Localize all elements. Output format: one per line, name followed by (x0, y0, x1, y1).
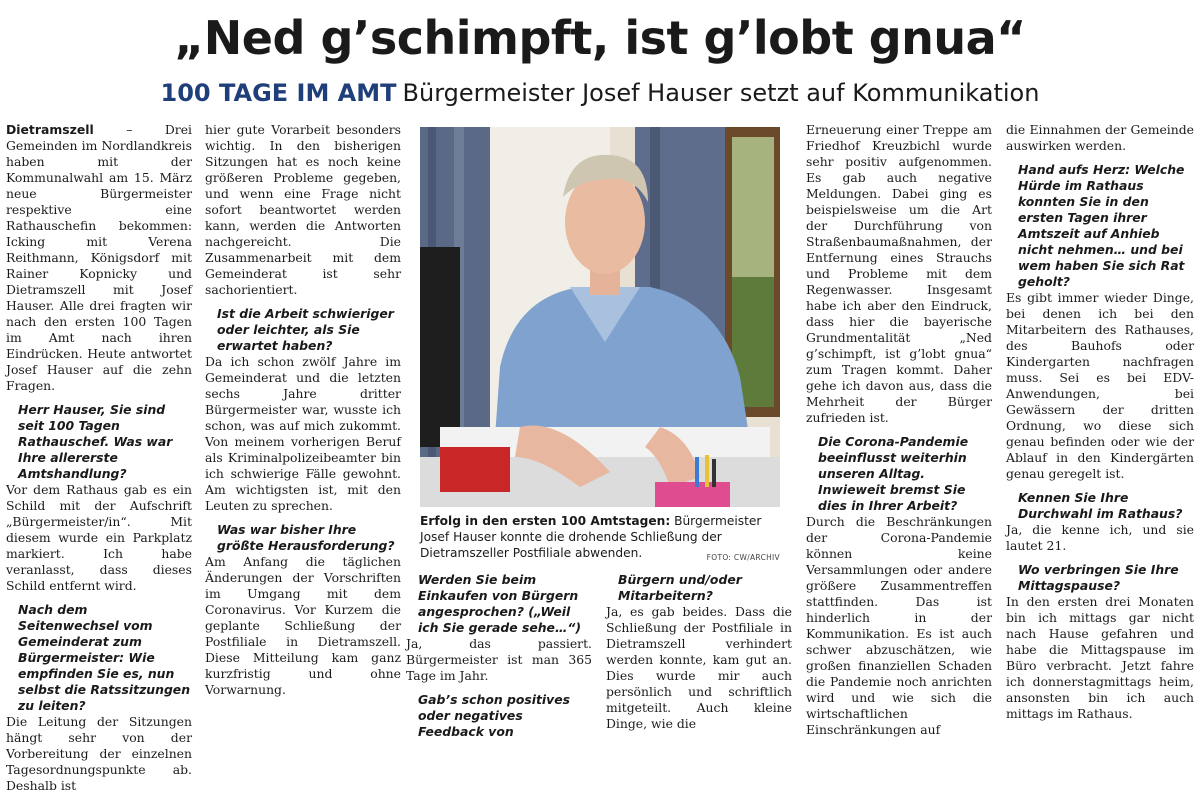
subheadline (0, 78, 1200, 108)
answer-6: Ja, es gab beides. Dass die Schließung der Postfiliale in Dietramszell verhindert werden konnte, kam gut an. Dies wurde mir auch persönlich und schriftlich mitgeteilt. Auch kleine Dinge, wie die (606, 604, 792, 731)
headline: „Ned g’schimpft, ist g’lobt gnua“ (174, 11, 1026, 65)
photo-credit: FOTO: CW/ARCHIV (706, 553, 780, 562)
answer-2-continued: hier gute Vorarbeit besonders wichtig. In den bisherigen Sitzungen hat es noch keine größeren Probleme gegeben, und wenn eine Frage nicht sofort beantwortet werden kann, werden die Antworten nachgereicht. Die Zusammenarbeit mit dem Gemeinderat ist sehr sachorientiert. (205, 122, 401, 297)
question-4: Was war bisher Ihre größte Herausforderung? (217, 522, 395, 553)
question-7: Die Corona-Pandemie beeinflusst weiterhin unseren Alltag. Inwieweit bremst Sie dies in Ihrer Arbeit? (818, 434, 969, 513)
answer-1: Vor dem Rathaus gab es ein Schild mit der Aufschrift „Bürgermeister/in“. Mit diesem wurde ein Parkplatz markiert. Ich habe veranlasst, dass dieses Schild entfernt wird. (6, 482, 192, 593)
intro-paragraph (6, 122, 192, 394)
caption-lead: Erfolg in den ersten 100 Amtstagen: (420, 514, 671, 528)
column-4 (606, 572, 792, 732)
question-6: Gab’s schon positives oder negatives Feedback von (418, 692, 571, 739)
photo-illustration (420, 127, 780, 507)
answer-7-continued: die Einnahmen der Gemeinde auswirken werden. (1006, 122, 1194, 153)
photo-mayor (420, 127, 780, 507)
column-1 (6, 122, 192, 794)
answer-3: Da ich schon zwölf Jahre im Gemeinderat und die letzten sechs Jahre dritter Bürgermeister war, wusste ich schon, was auf mich zukommt. Von meinem vorherigen Beruf als Kriminalpolizeibeamter bin ich schwierige Fälle gewohnt. Am wichtigsten ist, mit den Leuten zu sprechen. (205, 354, 401, 513)
answer-4: Am Anfang die täglichen Änderungen der Vorschriften im Umgang mit dem Coronavirus. Vor Kurzem die geplante Schließung der Postfiliale in Dietramszell. Diese Mitteilung kam ganz kurzfristig und ohne Vorwarnung. (205, 554, 401, 697)
answer-8: Es gibt immer wieder Dinge, bei denen ich bei den Mitarbeitern des Rathauses, des Bauhofs oder Kindergarten nachfragen muss. Sei es bei EDV-Anwendungen, bei Gewässern der dritten Ordnung, wo diese sich genau befinden oder wie der Ablauf in den Kindergärten genau geregelt ist. (1006, 290, 1194, 481)
answer-7: Durch die Beschränkungen der Corona-Pandemie können keine Versammlungen oder andere größere Zusammentreffen stattfinden. Das ist hinderlich in der Kommunikation. Es ist auch schwer abzuschätzen, wie großen finanziellen Schaden die Pandemie noch anrichten wird und wie sich die wirtschaftlichen Einschränkungen auf (806, 514, 992, 737)
answer-10: In den ersten drei Monaten bin ich mittags gar nicht nach Hause gefahren und habe die Mittagspause im Büro verbracht. Jetzt fahre ich donnerstagmittags heim, ansonsten bin ich auch mittags im Rathaus. (1006, 594, 1194, 721)
question-3: Ist die Arbeit schwieriger oder leichter, als Sie erwartet haben? (217, 306, 394, 353)
answer-2: Die Leitung der Sitzungen hängt sehr von der Vorbereitung der einzelnen Tagesordnungspunkte ab. Deshalb ist (6, 714, 192, 793)
column-2 (205, 122, 401, 698)
subheadline-text: Bürgermeister Josef Hauser setzt auf Kommunikation (402, 79, 1040, 107)
intro-text: – Drei Gemeinden im Nordlandkreis haben mit der Kommunalwahl am 15. März neue Bürgermeister respektive eine Rathauschefin bekommen: Icking mit Verena Reithmann, Königsdorf mit Rainer Kopnicky und Dietramszell mit Josef Hauser. Alle drei fragten wir nach den ersten 100 Tagen im Amt nach ihren Eindrücken. Heute antwortet Josef Hauser auf die zehn Fragen. (6, 122, 192, 393)
column-3 (406, 572, 592, 740)
answer-5: Ja, das passiert. Bürgermeister ist man 365 Tage im Jahr. (406, 636, 592, 683)
answer-9: Ja, die kenne ich, und sie lautet 21. (1006, 522, 1194, 553)
question-8: Hand aufs Herz: Welche Hürde im Rathaus konnten Sie in den ersten Tagen ihrer Amtszeit auf Anhieb nicht nehmen… und bei wem haben Sie sich Rat geholt? (1018, 162, 1185, 289)
question-6-continued: Bürgern und/oder Mitarbeitern? (618, 572, 742, 603)
question-1: Herr Hauser, Sie sind seit 100 Tagen Rathauschef. Was war Ihre allererste Amtshandlung? (18, 402, 173, 481)
answer-6-continued: Erneuerung einer Treppe am Friedhof Kreuzbichl wurde sehr positiv aufgenommen. Es gab auch negative Meldungen. Dabei ging es beispielsweise um die Art der Durchführung von Straßenbaumaßnahmen, der Entfernung eines Strauchs und Probleme mit dem Regenwasser. Insgesamt habe ich aber den Eindruck, dass hier die bayerische Grundmentalität „Ned g’schimpft, ist g’lobt gnua“ zum Tragen kommt. Daher gehe ich davon aus, dass die Mehrheit der Bürger zufrieden ist. (806, 122, 992, 425)
column-5 (806, 122, 992, 738)
caption-text: Bürgermeister Josef Hauser konnte die drohende Schließung der Dietramszeller Postfiliale abwenden. (420, 514, 762, 560)
dateline: Dietramszell (6, 122, 94, 137)
question-2: Nach dem Seitenwechsel vom Gemeinderat zum Bürgermeister: Wie empfinden Sie es, nun selbst die Ratssitzungen zu leiten? (18, 602, 191, 713)
column-6 (1006, 122, 1194, 722)
question-5: Werden Sie beim Einkaufen von Bürgern angesprochen? („Weil ich Sie gerade sehe…“) (418, 572, 581, 635)
kicker: 100 TAGE IM AMT (160, 79, 397, 107)
question-10: Wo verbringen Sie Ihre Mittagspause? (1018, 562, 1179, 593)
question-9: Kennen Sie Ihre Durchwahl im Rathaus? (1018, 490, 1183, 521)
